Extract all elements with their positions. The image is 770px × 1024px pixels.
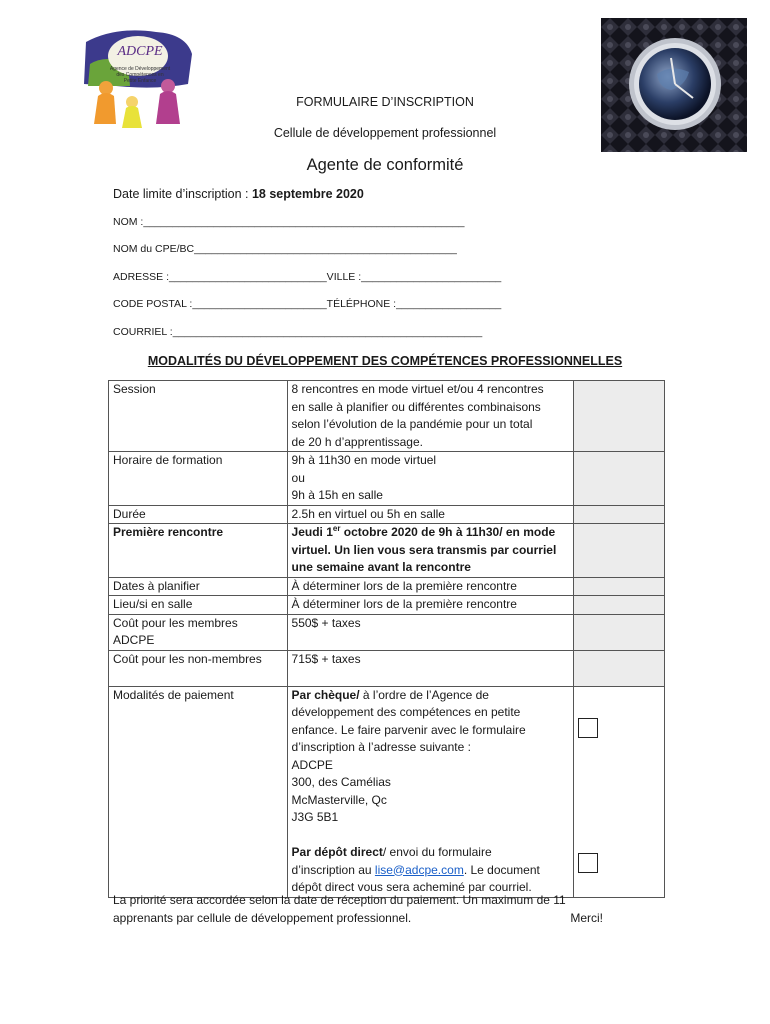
courriel-field[interactable]: COURRIEL :_____________________________________________________ xyxy=(113,326,483,338)
table-row xyxy=(109,650,665,686)
row-value: À déterminer lors de la première rencontre xyxy=(287,596,574,615)
form-subtitle: Cellule de développement professionnel xyxy=(273,126,497,140)
shaded-cell xyxy=(574,614,665,650)
row-value: 9h à 11h30 en mode virtuel ou 9h à 15h en salle xyxy=(287,452,574,506)
section-heading: MODALITÉS DU DÉVELOPPEMENT DES COMPÉTENCES PROFESSIONNELLES xyxy=(147,354,623,368)
footer-note: La priorité sera accordée selon la date de réception du paiement. Un maximum de 11 apprenants par cellule de développement professionnel. Merci! xyxy=(113,893,603,925)
table-row xyxy=(109,381,665,452)
shaded-cell xyxy=(574,524,665,578)
table-row xyxy=(109,524,665,578)
form-title: FORMULAIRE D’INSCRIPTION xyxy=(296,95,474,109)
row-label: Lieu/si en salle xyxy=(109,596,288,615)
row-label: Coût pour les membres ADCPE xyxy=(109,614,288,650)
checkbox-cell xyxy=(574,686,665,897)
table-row xyxy=(109,505,665,524)
row-label: Durée xyxy=(109,505,288,524)
row-label: Modalités de paiement xyxy=(109,686,288,897)
row-value: 2.5h en virtuel ou 5h en salle xyxy=(287,505,574,524)
row-label: Session xyxy=(109,381,288,452)
shaded-cell xyxy=(574,381,665,452)
shaded-cell xyxy=(574,596,665,615)
shaded-cell xyxy=(574,577,665,596)
svg-text:Petite Enfance: Petite Enfance xyxy=(123,78,157,84)
depot-direct-checkbox[interactable] xyxy=(578,853,598,873)
adcpe-logo xyxy=(76,24,196,129)
adresse-ville-field[interactable]: ADRESSE :___________________________VILLE :________________________ xyxy=(113,271,502,283)
nom-field[interactable]: NOM :_______________________________________________________ xyxy=(113,216,465,228)
table-row xyxy=(109,686,665,897)
svg-text:Agence de Développement: Agence de Développement xyxy=(109,66,171,72)
deadline xyxy=(113,187,364,201)
cpe-field[interactable]: NOM du CPE/BC_____________________________________________ xyxy=(113,243,457,255)
course-title: Agente de conformité xyxy=(306,156,464,174)
row-value: Jeudi 1er octobre 2020 de 9h à 11h30/ en mode virtuel. Un lien vous sera transmis par courriel une semaine avant la rencontre xyxy=(287,524,574,578)
table-row xyxy=(109,614,665,650)
cheque-checkbox[interactable] xyxy=(578,718,598,738)
postal-telephone-field[interactable]: CODE POSTAL :_______________________TÉLÉPHONE :__________________ xyxy=(113,298,502,310)
row-value: À déterminer lors de la première rencontre xyxy=(287,577,574,596)
table-row xyxy=(109,577,665,596)
table-row xyxy=(109,596,665,615)
row-label: Première rencontre xyxy=(109,524,288,578)
table-row xyxy=(109,452,665,506)
row-value: 550$ + taxes xyxy=(287,614,574,650)
modalites-table xyxy=(108,380,665,898)
row-label: Coût pour les non-membres xyxy=(109,650,288,686)
svg-text:ADCPE: ADCPE xyxy=(117,44,163,59)
deadline-label: Date limite d’inscription : xyxy=(113,187,252,201)
shaded-cell xyxy=(574,650,665,686)
email-link[interactable]: lise@adcpe.com xyxy=(374,862,464,877)
row-value: 715$ + taxes xyxy=(287,650,574,686)
shaded-cell xyxy=(574,505,665,524)
row-value: Par chèque/ à l’ordre de l’Agence de développement des compétences en petite enfance. Le faire parvenir avec le formulaire d’inscription à l’adresse suivante : ADCPE 300, des Camélias McMasterville, Qc J3G 5B1 Par dépôt direct/ envoi du formulaire d’inscription au lise@adcpe.com. Le document dépôt direct vous sera acheminé par courriel. xyxy=(287,686,574,897)
row-label: Horaire de formation xyxy=(109,452,288,506)
row-value: 8 rencontres en mode virtuel et/ou 4 rencontres en salle à planifier ou différentes combinaisons selon l’évolution de la pandémie pour un total de 20 h d’apprentissage. xyxy=(287,381,574,452)
deadline-date: 18 septembre 2020 xyxy=(251,187,364,201)
svg-text:des Compétences en: des Compétences en xyxy=(116,72,164,78)
shaded-cell xyxy=(574,452,665,506)
row-label: Dates à planifier xyxy=(109,577,288,596)
merci-text: Merci! xyxy=(570,911,603,925)
